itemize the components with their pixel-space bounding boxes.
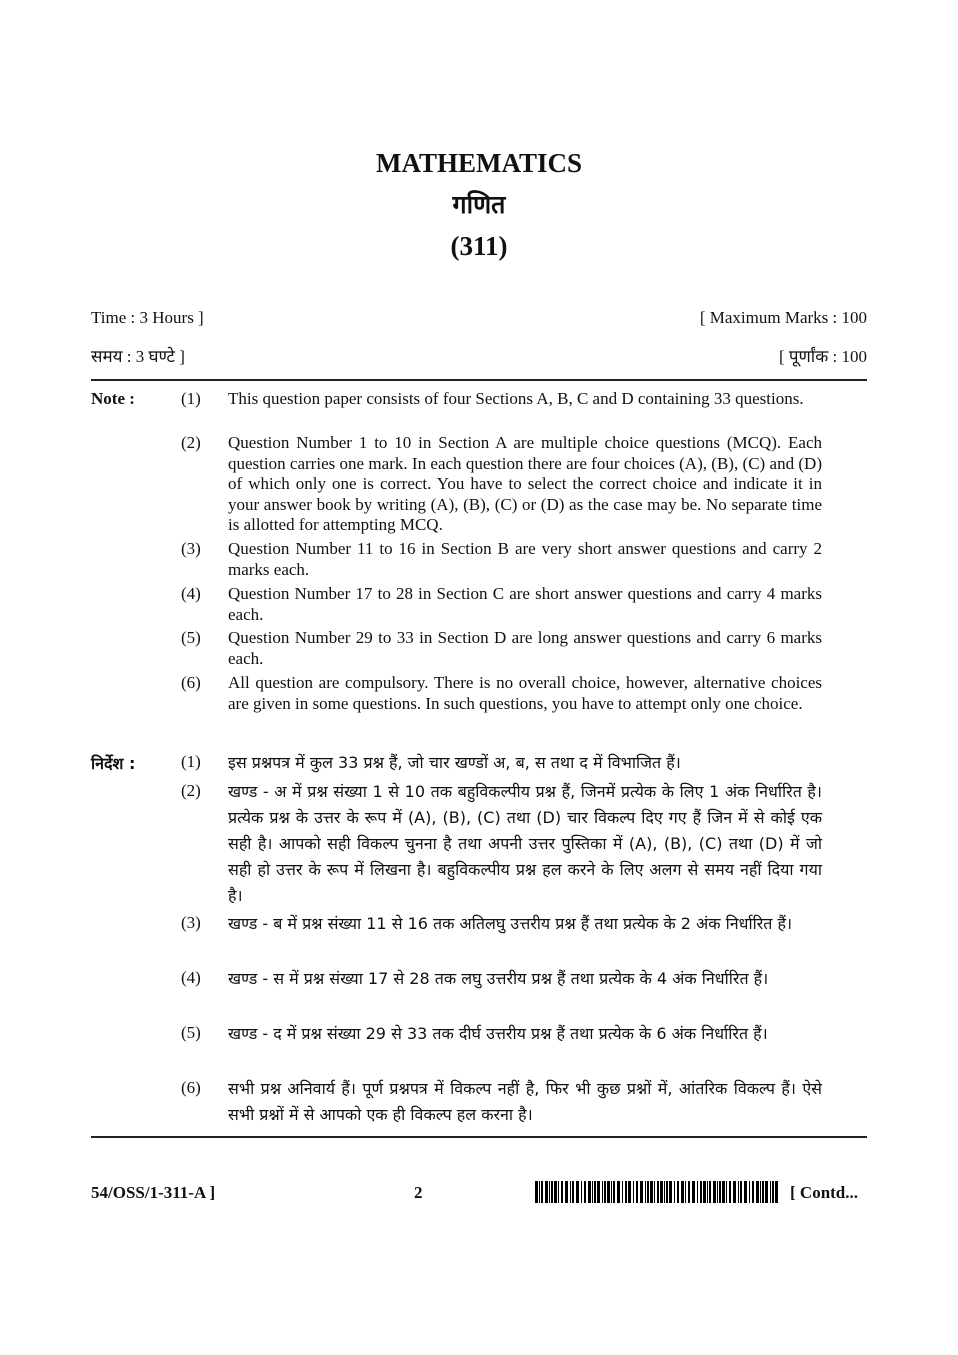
barcode-bar <box>622 1181 623 1203</box>
barcode-bar <box>588 1181 591 1203</box>
barcode-bar <box>645 1181 646 1203</box>
barcode-bar <box>604 1181 606 1203</box>
barcode-bar <box>584 1181 586 1203</box>
nirdesh-item-number: (6) <box>181 1078 201 1097</box>
barcode-bar <box>551 1181 553 1203</box>
nirdesh-item-number: (3) <box>181 913 201 932</box>
barcode-bar <box>565 1181 568 1203</box>
barcode-bar <box>738 1181 739 1203</box>
barcode-bar <box>775 1181 778 1203</box>
barcode-bar <box>744 1181 747 1203</box>
time-english: Time : 3 Hours ] <box>91 308 204 327</box>
barcode-bar <box>692 1181 695 1203</box>
barcode-bar <box>756 1181 759 1203</box>
nirdesh-item-text: खण्ड - स में प्रश्न संख्या 17 से 28 तक लघु उत्तरीय प्रश्न हैं तथा प्रत्येक के 4 अंक निर्धारित हैं। <box>228 969 769 988</box>
nirdesh-item-text: सभी प्रश्न अनिवार्य हैं। पूर्ण प्रश्नपत्र में विकल्प नहीं है, फिर भी कुछ प्रश्नों में, आंतरिक विकल्प हैं। ऐसे सभी प्रश्नों में से आपको एक ही विकल्प हल करना है। <box>228 1079 822 1124</box>
barcode-bar <box>633 1181 634 1203</box>
barcode-bar <box>726 1181 727 1203</box>
barcode-bar <box>611 1181 612 1203</box>
title-hindi: गणित <box>452 190 506 219</box>
barcode-bar <box>607 1181 610 1203</box>
barcode-bar <box>697 1181 698 1203</box>
barcode-bar <box>592 1181 593 1203</box>
subject-code: (311) <box>450 231 508 261</box>
barcode-bar <box>602 1181 603 1203</box>
time-hindi: समय : 3 घण्टे ] <box>91 347 185 366</box>
barcode-bar <box>535 1181 538 1203</box>
barcode-bar <box>681 1181 684 1203</box>
title-block <box>0 140 958 268</box>
barcode-bar <box>561 1181 563 1203</box>
barcode-bar <box>688 1181 690 1203</box>
barcode-bar <box>717 1181 718 1203</box>
barcode-bar <box>654 1181 655 1203</box>
barcode-bar <box>707 1181 708 1203</box>
barcode-bar <box>549 1181 550 1203</box>
barcode-bar <box>640 1181 643 1203</box>
barcode-bar <box>597 1181 600 1203</box>
title-english: MATHEMATICS <box>375 148 582 178</box>
note-item-number: (2) <box>181 433 201 452</box>
note-item-text: Question Number 1 to 10 in Section A are multiple choice questions (MCQ). Each question carries one mark. In each question there are four choices (A), (B), (C) and (D) of which only one is correct. You have to select the correct choice and indicate it in your answer book by writing (A), (B), (C) or (D) as the case may be. No separate time is allotted for attempting MCQ. <box>228 433 822 534</box>
barcode-bar <box>685 1181 686 1203</box>
barcode-bar <box>660 1181 663 1203</box>
barcode-bar <box>770 1181 771 1203</box>
barcode-bar <box>772 1181 774 1203</box>
barcode-bar <box>545 1181 548 1203</box>
barcode-bar <box>628 1181 631 1203</box>
barcode-bar <box>733 1181 736 1203</box>
barcode-bar <box>713 1181 716 1203</box>
barcode-bar <box>664 1181 665 1203</box>
note-item-number: (6) <box>181 673 201 692</box>
marks-english: [ Maximum Marks : 100 <box>699 308 867 327</box>
barcode-icon <box>535 1181 781 1203</box>
barcode-bar <box>740 1181 742 1203</box>
barcode-bar <box>647 1181 649 1203</box>
divider-top <box>91 379 867 381</box>
barcode-bar <box>613 1181 615 1203</box>
note-label-english: Note : <box>91 389 135 408</box>
barcode-bar <box>762 1181 764 1203</box>
barcode-bar <box>677 1181 679 1203</box>
note-item-text: Question Number 11 to 16 in Section B are very short answer questions and carry 2 marks each. <box>228 539 822 579</box>
nirdesh-item-number: (4) <box>181 968 201 987</box>
barcode-bar <box>760 1181 761 1203</box>
nirdesh-item-number: (5) <box>181 1023 201 1042</box>
nirdesh-item-number: (2) <box>181 781 201 800</box>
note-item-text: Question Number 17 to 28 in Section C are short answer questions and carry 4 marks each. <box>228 584 822 624</box>
note-item-number: (4) <box>181 584 201 603</box>
note-item-text: This question paper consists of four Sections A, B, C and D containing 33 questions. <box>228 389 804 408</box>
nirdesh-item-text: खण्ड - द में प्रश्न संख्या 29 से 33 तक दीर्घ उत्तरीय प्रश्न हैं तथा प्रत्येक के 6 अंक निर्धारित हैं। <box>228 1024 768 1043</box>
marks-hindi: [ पूर्णांक : 100 <box>778 347 867 366</box>
barcode-bar <box>674 1181 675 1203</box>
barcode-bar <box>722 1181 725 1203</box>
barcode-bar <box>669 1181 672 1203</box>
barcode-bar <box>576 1181 579 1203</box>
paper-code: 54/OSS/1-311-A ] <box>91 1183 216 1202</box>
page-number: 2 <box>414 1183 423 1202</box>
barcode-bar <box>719 1181 721 1203</box>
barcode-bar <box>539 1181 540 1203</box>
barcode-bar <box>581 1181 582 1203</box>
contd-label: [ Contd... <box>790 1183 859 1202</box>
nirdesh-item-text: खण्ड - ब में प्रश्न संख्या 11 से 16 तक अतिलघु उत्तरीय प्रश्न हैं तथा प्रत्येक के 2 अंक निर्धारित हैं। <box>228 914 793 933</box>
note-item-number: (1) <box>181 389 201 408</box>
barcode-bar <box>541 1181 543 1203</box>
note-item-number: (3) <box>181 539 201 558</box>
barcode-bar <box>554 1181 557 1203</box>
divider-bottom <box>91 1136 867 1138</box>
barcode-bar <box>700 1181 702 1203</box>
barcode-bar <box>657 1181 659 1203</box>
barcode-bar <box>666 1181 668 1203</box>
barcode-bar <box>570 1181 571 1203</box>
nirdesh-item-number: (1) <box>181 752 201 771</box>
barcode-bar <box>636 1181 638 1203</box>
note-label-hindi: निर्देश : <box>91 754 136 773</box>
barcode-bar <box>752 1181 754 1203</box>
nirdesh-item-text: इस प्रश्नपत्र में कुल 33 प्रश्न हैं, जो चार खण्डों अ, ब, स तथा द में विभाजित हैं। <box>228 753 681 772</box>
barcode-bar <box>558 1181 559 1203</box>
note-item-text: Question Number 29 to 33 in Section D are long answer questions and carry 6 marks each. <box>228 628 822 668</box>
barcode-bar <box>625 1181 627 1203</box>
barcode-bar <box>709 1181 711 1203</box>
barcode-bar <box>765 1181 768 1203</box>
note-item-number: (5) <box>181 628 201 647</box>
note-item-text: All question are compulsory. There is no overall choice, however, alternative choices are given in some questions. In such questions, you have to attempt only one choice. <box>228 673 822 713</box>
barcode-bar <box>650 1181 653 1203</box>
barcode-bar <box>729 1181 731 1203</box>
barcode-bar <box>617 1181 620 1203</box>
barcode-bar <box>572 1181 574 1203</box>
nirdesh-item-text: खण्ड - अ में प्रश्न संख्या 1 से 10 तक बहुविकल्पीय प्रश्न हैं, जिनमें प्रत्येक के लिए 1 अंक निर्धारित है। प्रत्येक प्रश्न के उत्तर के रूप में (A), (B), (C) तथा (D) चार विकल्प दिए गए हैं जिन में से कोई एक सही है। आपको सही विकल्प चुनना है तथा अपनी उत्तर पुस्तिका में (A), (B), (C) तथा (D) में जो सही हो उत्तर के रूप में लिखना है। बहुविकल्पीय प्रश्न हल करने के लिए अलग से समय नहीं दिया गया है। <box>228 782 822 905</box>
barcode-bar <box>749 1181 750 1203</box>
barcode-bar <box>703 1181 706 1203</box>
barcode-bar <box>594 1181 596 1203</box>
